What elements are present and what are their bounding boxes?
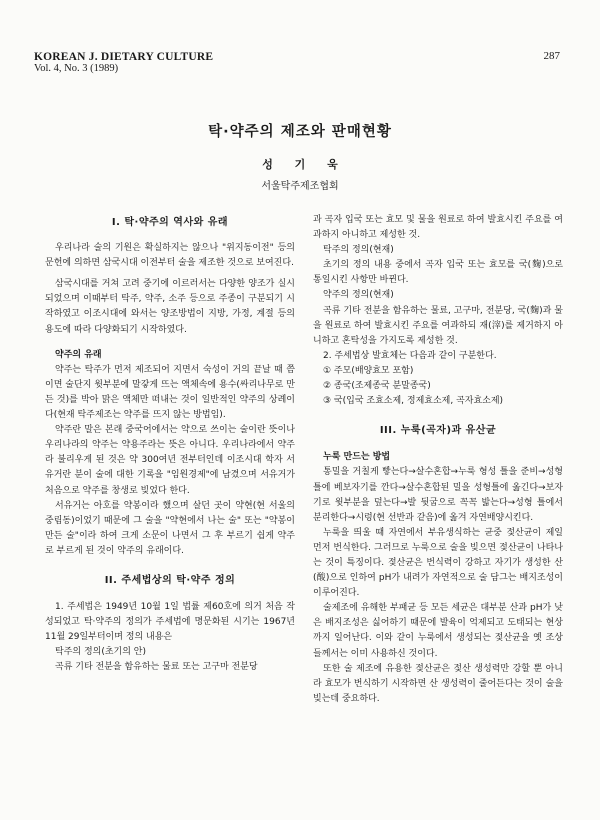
paragraph: 탁주의 정의(현재) xyxy=(323,245,394,256)
journal-name: KOREAN J. DIETARY CULTURE xyxy=(34,51,214,63)
author-affiliation: 서울탁주제조협회 xyxy=(261,181,339,192)
paragraph: 또한 술 제조에 유용한 젖산균은 젖산 생성력만 강할 뿐 아니라 효모가 번식하기 시작하면 산 생성력이 줄어든다는 것이 술을 빚는데 중요하다. xyxy=(313,663,563,704)
subheading-nuruk-method: 누룩 만드는 방법 xyxy=(323,452,391,463)
section-heading-2: II. 주세법상의 탁·약주 정의 xyxy=(104,574,236,586)
left-column xyxy=(45,213,295,676)
paragraph: 과 곡자 입국 또는 효모 및 물을 원료로 하여 발효시킨 주요를 여과하지 아니하고 제성한 것. xyxy=(313,215,563,241)
paragraph: 우리나라 술의 기원은 확실하지는 않으나 "위지동이전" 등의 문헌에 의하면 삼국시대 이전부터 술을 제조한 것으로 보여진다. xyxy=(45,243,295,269)
page-number: 287 xyxy=(543,50,560,62)
paragraph: 약주란 말은 본래 중국어에서는 약으로 쓰이는 술이란 뜻이나 우리나라의 약주는 약용주라는 뜻은 아니다. 우리나라에서 약주라 불리우게 된 것은 약 300여년 전부터인데 이조시대 학자 서유거란 분이 술에 대한 기록을 "임원경제"에 남겼으며 서유거가 처음으로 약주를 창생로 빚었다 한다. xyxy=(45,425,295,496)
paragraph: 탁주의 정의(초기의 안) xyxy=(55,647,146,658)
journal-header xyxy=(34,52,213,74)
paragraph: 삼국시대를 거쳐 고려 중기에 이르러서는 다양한 양조가 실시되었으며 이때부터 탁주, 약주, 소주 등으로 주종이 구분되기 시작하였고 이조시대에 와서는 양조방법이 지방, 가정, 계절 등의 용도에 따라 다양화되기 시작하였다. xyxy=(45,279,295,335)
paragraph: 2. 주세법상 발효체는 다음과 같이 구분한다. xyxy=(323,350,497,361)
paragraph: 약주의 정의(현재) xyxy=(323,290,394,301)
journal-volume: Vol. 4, No. 3 (1989) xyxy=(34,63,119,74)
list-item: ① 주모(배양효모 포함) xyxy=(323,365,414,376)
article-author: 성 기 욱 xyxy=(262,158,347,171)
list-item: ② 종국(조제종국 분말종국) xyxy=(323,381,431,392)
paragraph: 1. 주세법은 1949년 10월 1일 법률 제60호에 의거 처음 작성되었고 탁·약주의 정의가 주세법에 명문화된 시기는 1967년 11월 29일부터이며 정의 내용은 xyxy=(45,602,295,643)
paragraph: 서유거는 아호를 약봉이라 했으며 살던 곳이 약현(현 서울의 중림동)이었기 때문에 그 술을 "약현에서 나는 술" 또는 "약봉이 만든 술"이라 하여 크게 소문이 나면서 그 후 부르기 쉽게 약주로 부르게 된 것이 약주의 유래이다. xyxy=(45,500,295,556)
paragraph: 누룩을 띄울 때 자연에서 부유생식하는 균중 젖산균이 제일 먼저 번식한다. 그러므로 누룩으로 술을 빚으면 젖산균이 나타나는 것이 특징이다. 젖산균은 번식력이 강하고 자기가 생성한 산(酸)으로 인하여 pH가 내려가 자연적으로 술 담그는 배지조성이 이루어진다. xyxy=(313,527,563,599)
section-heading-1: I. 탁·약주의 역사와 유래 xyxy=(111,217,229,228)
paragraph: 통밀을 거칠게 빻는다→살수혼합→누룩 형성 틀을 준비→성형 틀에 베보자기를 깐다→살수혼합된 밀을 성형틀에 옮긴다→보자기로 윗부분을 덮는다→발 뒷굽으로 꼭꼭 밟는다→성형 틀에서 분리한다→시렁(현 선반과 같음)에 옮겨 자연배양시킨다. xyxy=(313,467,563,523)
paragraph: 초기의 정의 내용 중에서 곡자 입국 또는 효모를 국(麴)으로 통일시킨 사항만 바뀐다. xyxy=(313,260,563,286)
right-column xyxy=(313,213,563,707)
section-heading-3: III. 누룩(곡자)과 유산균 xyxy=(379,425,497,437)
paragraph: 약주는 탁주가 먼저 제조되어 지면서 숙성이 거의 끝날 때 쯤이면 술단지 윗부분에 말갛게 뜨는 액체속에 용수(싸리나무로 만든 것)를 박아 맑은 액체만 떠내는 것이 일반적인 약주의 상례이다(현재 탁주제조는 약주를 뜨지 않는 방법임). xyxy=(45,364,295,421)
subheading-yakju-origin: 약주의 유래 xyxy=(55,349,102,360)
list-item: ③ 국(입국 조효소제, 정제효소제, 곡자효소제) xyxy=(323,396,504,407)
paragraph: 곡류 기타 전분을 함유하는 물료, 고구마, 전분당, 국(麴)과 물을 원료로 하여 발효시킨 주요를 여과하되 재(滓)를 제거하지 아니하고 혼탁성을 가지도록 제성한 것. xyxy=(313,305,563,346)
paragraph: 술제조에 유해한 부패균 등 모든 세균은 대부분 산과 pH가 낮은 배지조성은 싫어하기 때문에 발육이 억제되고 도태되는 현상까지 일어난다. 이와 같이 누룩에서 생성되는 젖산균을 옛 조상들께서는 이미 사용하신 것이다. xyxy=(313,603,563,659)
article-title: 탁·약주의 제조와 판매현황 xyxy=(208,124,392,140)
paragraph: 곡류 기타 전분을 함유하는 물료 또는 고구마 전분당 xyxy=(55,662,258,673)
